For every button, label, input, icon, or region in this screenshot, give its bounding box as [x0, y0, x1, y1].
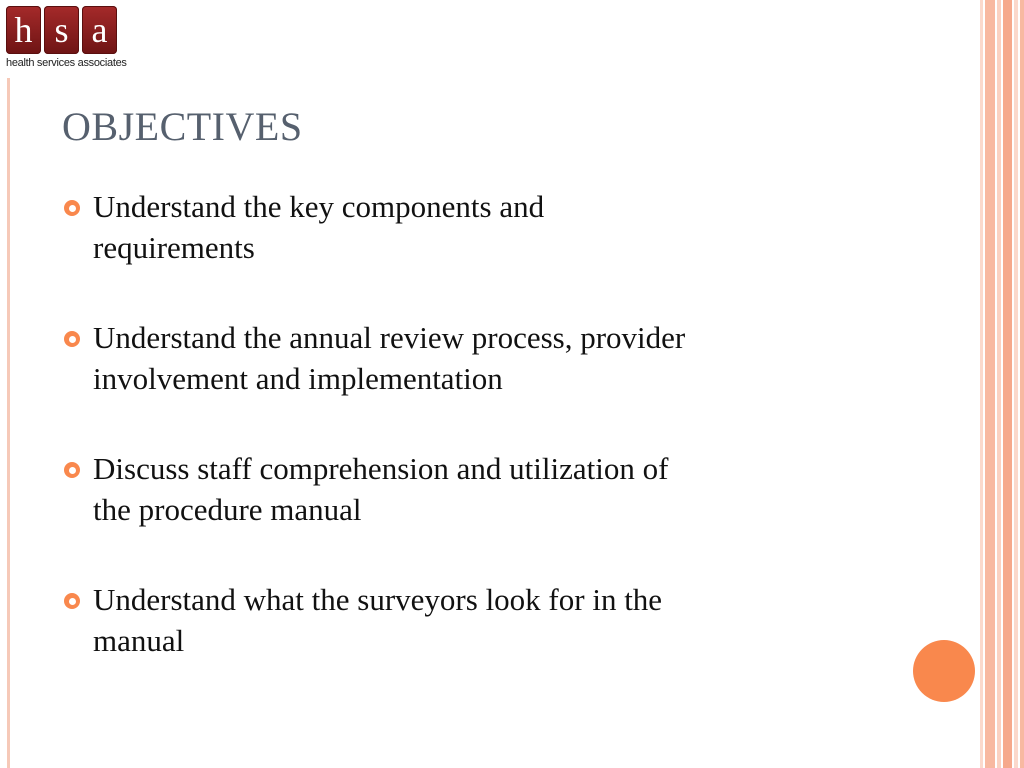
- orange-ring-bullet-icon: [64, 200, 80, 216]
- logo-tiles: [6, 6, 126, 54]
- bullet-item: [62, 448, 882, 530]
- bullet-item: [62, 579, 882, 661]
- logo-tagline: health services associates: [6, 57, 127, 69]
- logo-letter-s: s: [44, 6, 79, 54]
- orange-ring-bullet-icon: [64, 593, 80, 609]
- bullet-text: Understand the key components and requirements: [93, 189, 545, 265]
- orange-ring-bullet-icon: [64, 331, 80, 347]
- bullet-item: [62, 317, 882, 399]
- bullet-item: [62, 186, 882, 268]
- orange-circle-decoration: [913, 640, 975, 702]
- bullet-text: Understand the annual review process, provider involvement and implementation: [93, 320, 686, 396]
- logo-letter-a: a: [82, 6, 117, 54]
- bullet-list: [62, 186, 882, 710]
- stripe: [1003, 0, 1012, 768]
- bullet-text: Discuss staff comprehension and utilization of the procedure manual: [93, 451, 669, 527]
- orange-ring-bullet-icon: [64, 462, 80, 478]
- right-decorative-stripes: [980, 0, 1024, 768]
- slide-title: OBJECTIVES: [62, 104, 303, 149]
- logo-letter-h: h: [6, 6, 41, 54]
- left-border-line: [7, 78, 10, 768]
- stripe: [1020, 0, 1024, 768]
- stripe: [980, 0, 983, 768]
- stripe: [997, 0, 1001, 768]
- bullet-text: Understand what the surveyors look for in the manual: [93, 582, 663, 658]
- stripe: [1014, 0, 1018, 768]
- hsa-logo: [6, 6, 126, 76]
- stripe: [985, 0, 995, 768]
